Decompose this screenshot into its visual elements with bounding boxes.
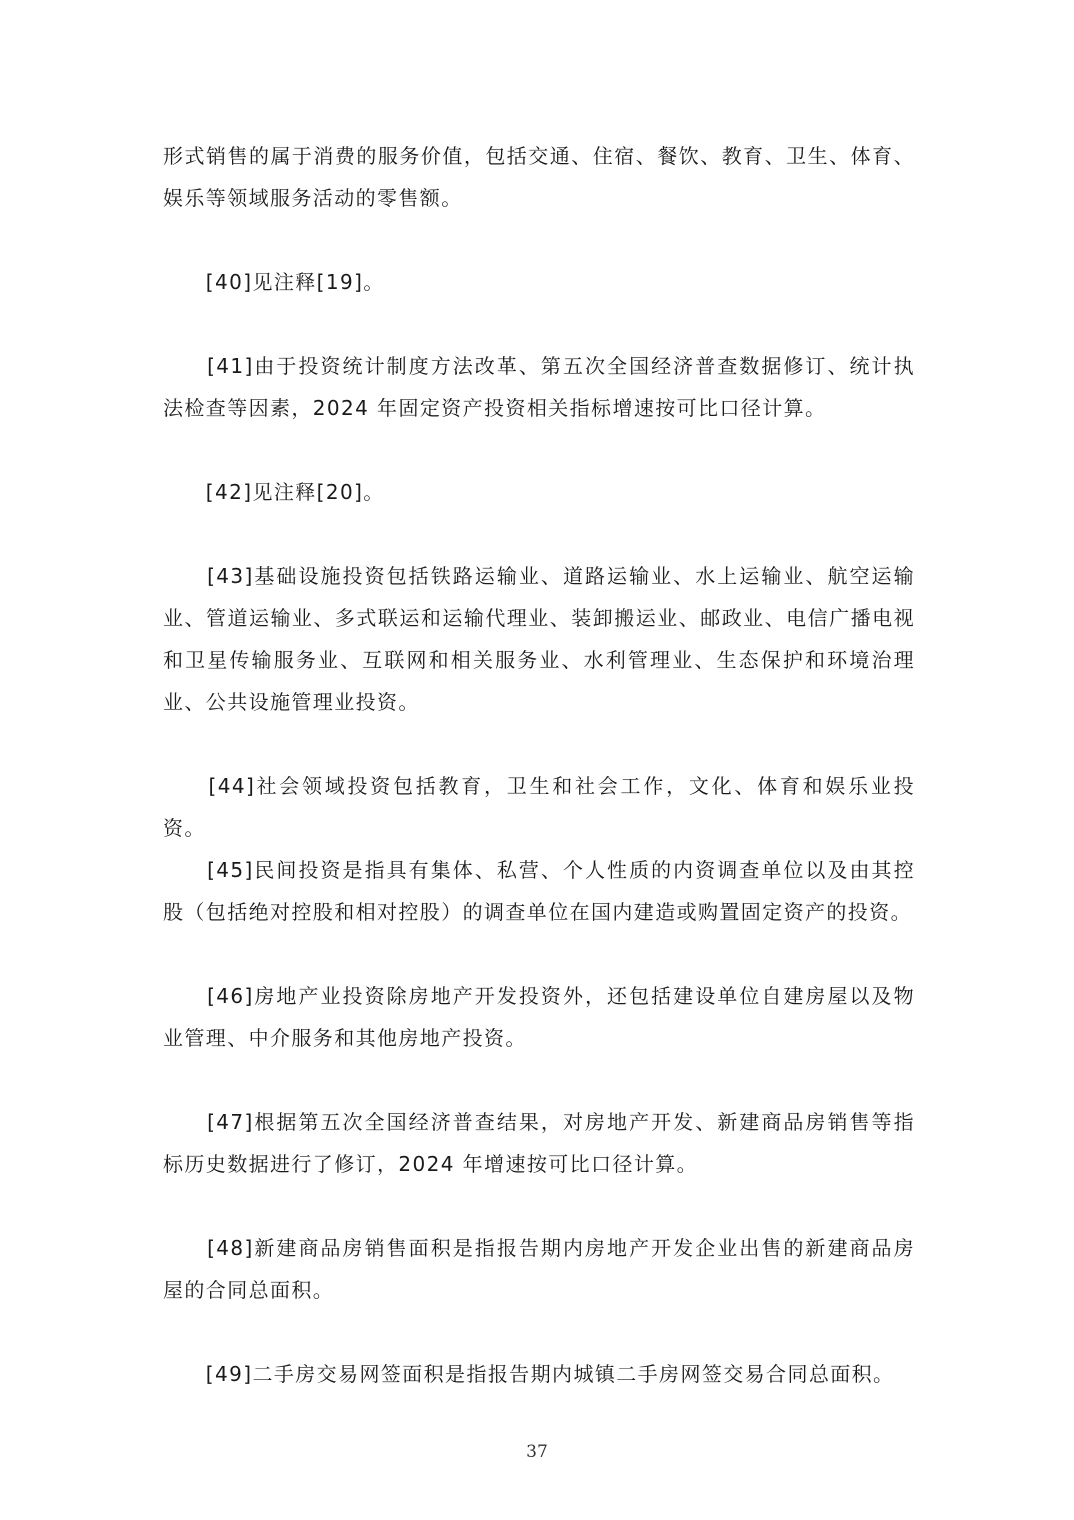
footnote-41: [41]由于投资统计制度方法改革、第五次全国经济普查数据修订、统计执法检查等因素，2024 年固定资产投资相关指标增速按可比口径计算。 <box>163 354 915 420</box>
page-number: 37 <box>526 1442 548 1462</box>
paragraph-continuation: 形式销售的属于消费的服务价值，包括交通、住宿、餐饮、教育、卫生、体育、娱乐等领域服务活动的零售额。 <box>163 144 915 210</box>
footnote-42: [42]见注释[20]。 <box>163 480 385 504</box>
footnote-40: [40]见注释[19]。 <box>163 270 385 294</box>
footnote-45: [45]民间投资是指具有集体、私营、个人性质的内资调查单位以及由其控股（包括绝对控股和相对控股）的调查单位在国内建造或购置固定资产的投资。 <box>163 858 915 924</box>
footnote-48: [48]新建商品房销售面积是指报告期内房地产开发企业出售的新建商品房屋的合同总面积。 <box>163 1236 915 1302</box>
footnote-44: [44]社会领域投资包括教育，卫生和社会工作，文化、体育和娱乐业投资。 <box>163 774 915 840</box>
footnote-47: [47]根据第五次全国经济普查结果，对房地产开发、新建商品房销售等指标历史数据进行了修订，2024 年增速按可比口径计算。 <box>163 1110 915 1176</box>
footnote-49: [49]二手房交易网签面积是指报告期内城镇二手房网签交易合同总面积。 <box>163 1362 895 1386</box>
footnote-43: [43]基础设施投资包括铁路运输业、道路运输业、水上运输业、航空运输业、管道运输业、多式联运和运输代理业、装卸搬运业、邮政业、电信广播电视和卫星传输服务业、互联网和相关服务业、水利管理业、生态保护和环境治理业、公共设施管理业投资。 <box>163 564 915 714</box>
footnote-46: [46]房地产业投资除房地产开发投资外，还包括建设单位自建房屋以及物业管理、中介服务和其他房地产投资。 <box>163 984 915 1050</box>
